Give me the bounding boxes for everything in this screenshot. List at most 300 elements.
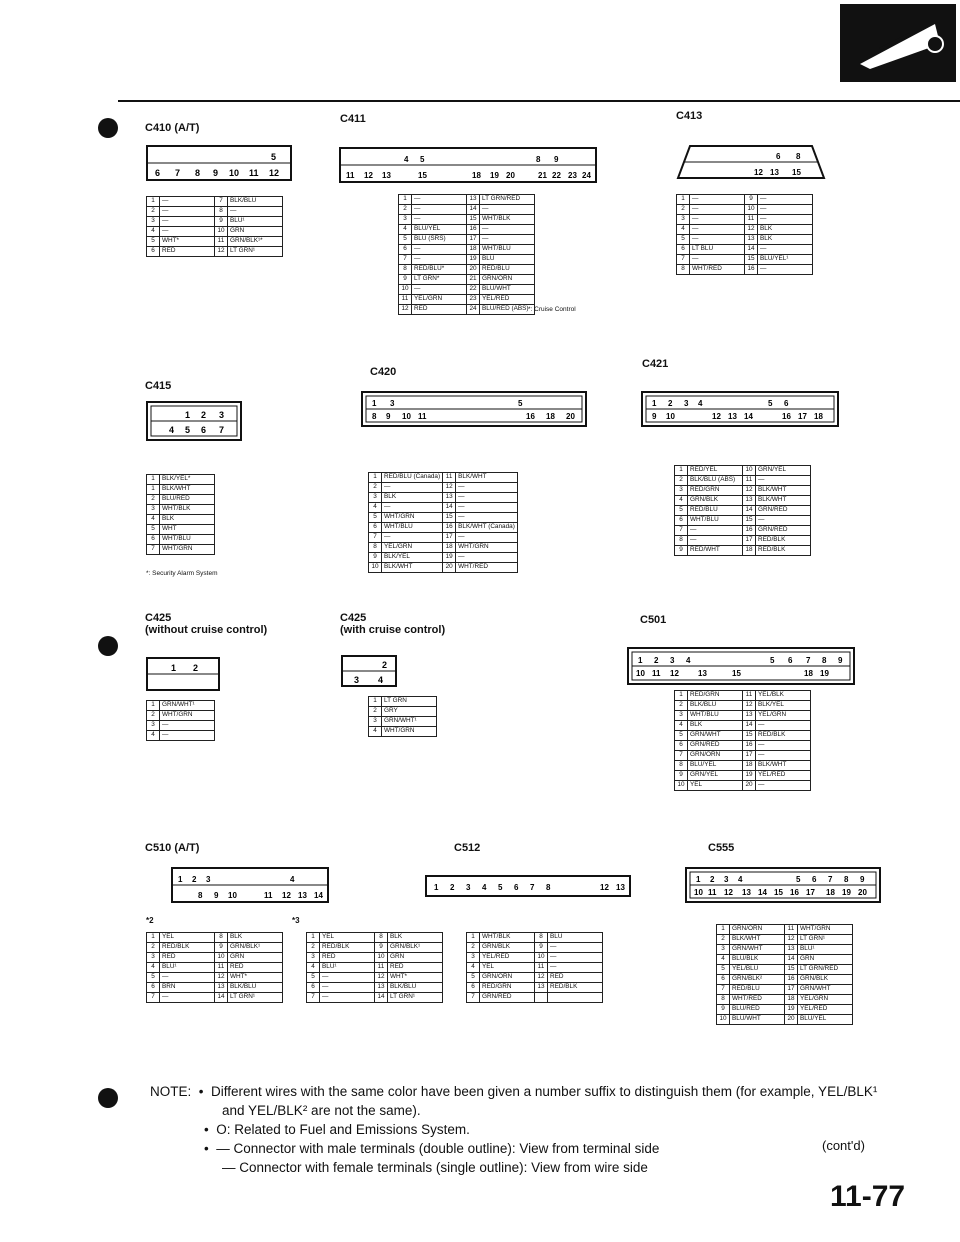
wire-color: RED/BLU — [688, 506, 743, 516]
pin-number: 6 — [147, 247, 160, 257]
svg-text:11: 11 — [418, 412, 427, 421]
pin-row — [677, 225, 813, 235]
connector-c421-pin-table — [674, 465, 811, 556]
pin-number: 7 — [147, 993, 160, 1003]
wire-color: — — [320, 983, 375, 993]
pin-number: 10 — [369, 563, 382, 573]
note-line-1: NOTE: • Different wires with the same color have been given a number suffix to distinguish them (for example, YEL/BLK¹ — [150, 1084, 878, 1099]
wire-color: — — [382, 533, 443, 543]
pin-row — [147, 495, 215, 505]
wire-color: BLK/BLU — [688, 701, 743, 711]
pin-row — [147, 197, 283, 207]
wire-color: GRN/BLK — [688, 496, 743, 506]
pin-row — [467, 973, 603, 983]
wire-color: BLU/YEL¹ — [758, 255, 813, 265]
pin-number: 12 — [443, 483, 456, 493]
connector-c410-title: C410 (A/T) — [145, 122, 200, 134]
svg-text:5: 5 — [271, 152, 277, 162]
pin-row — [147, 525, 215, 535]
pin-number: 14 — [215, 993, 228, 1003]
svg-text:5: 5 — [498, 883, 503, 892]
pin-number: 3 — [467, 953, 480, 963]
connector-c555-diagram — [684, 862, 884, 904]
svg-text:17: 17 — [806, 888, 815, 897]
pin-row — [369, 727, 437, 737]
svg-text:3: 3 — [670, 656, 675, 665]
pin-number: 2 — [675, 701, 688, 711]
svg-text:8: 8 — [796, 152, 801, 161]
svg-text:2: 2 — [201, 410, 207, 420]
pin-number: 1 — [467, 933, 480, 943]
pin-row — [675, 781, 811, 791]
pin-number: 18 — [443, 543, 456, 553]
wire-color — [548, 993, 603, 1003]
pin-row — [307, 983, 443, 993]
wire-color: WHT/GRN — [382, 513, 443, 523]
wire-color: WHT/GRN — [798, 925, 853, 935]
pin-number: 1 — [147, 701, 160, 711]
pin-number: 7 — [147, 545, 160, 555]
connector-c413-diagram — [676, 138, 826, 184]
svg-text:7: 7 — [828, 875, 833, 884]
pin-row — [399, 245, 535, 255]
pin-row — [147, 227, 283, 237]
svg-text:12: 12 — [282, 891, 291, 900]
pin-number: 5 — [369, 513, 382, 523]
connector-c415-pin-table — [146, 474, 215, 555]
wire-color: GRN/BLK¹ — [388, 943, 443, 953]
wire-color: WHT/GRN — [160, 711, 215, 721]
pin-number: 9 — [375, 943, 388, 953]
wire-color: BLU/WHT — [480, 285, 535, 295]
svg-text:16: 16 — [782, 412, 791, 421]
wire-color: BLU/YEL — [798, 1015, 853, 1025]
pin-row — [399, 195, 535, 205]
pin-row — [369, 707, 437, 717]
pin-row — [677, 245, 813, 255]
pin-number: 1 — [307, 933, 320, 943]
pin-number: 1 — [369, 697, 382, 707]
svg-text:2: 2 — [710, 875, 715, 884]
pin-number: 12 — [743, 486, 756, 496]
svg-text:7: 7 — [530, 883, 535, 892]
pin-number: 4 — [399, 225, 412, 235]
wire-color: BLU — [548, 933, 603, 943]
pin-number: 10 — [375, 953, 388, 963]
pin-row — [147, 247, 283, 257]
wire-color: YEL/RED — [480, 953, 535, 963]
wire-color: BLU — [480, 255, 535, 265]
wire-color: RED — [160, 953, 215, 963]
svg-text:11: 11 — [249, 168, 259, 178]
connector-c555-title: C555 — [708, 842, 735, 854]
wire-color: GRN/WHT — [730, 945, 785, 955]
pin-number: 6 — [147, 535, 160, 545]
wire-color: BLK/BLU — [228, 197, 283, 207]
wire-color: — — [756, 751, 811, 761]
wire-color: BLU/WHT — [730, 1015, 785, 1025]
pin-row — [399, 215, 535, 225]
wire-color: LT BLU — [690, 245, 745, 255]
pin-row — [307, 953, 443, 963]
wire-color: BLU/BLK — [730, 955, 785, 965]
wire-color: BLU¹ — [160, 963, 215, 973]
wire-color: BLK — [758, 235, 813, 245]
connector-c415-title: C415 — [145, 380, 172, 392]
pin-number: 14 — [375, 993, 388, 1003]
pin-number: 3 — [399, 215, 412, 225]
connector-c411-diagram — [338, 140, 600, 186]
pin-row — [369, 493, 518, 503]
wire-color: WHT/BLU — [480, 245, 535, 255]
pin-number: 4 — [369, 503, 382, 513]
pin-row — [717, 955, 853, 965]
pin-row — [675, 711, 811, 721]
svg-text:2: 2 — [193, 663, 199, 673]
svg-text:18: 18 — [546, 412, 555, 421]
svg-text:15: 15 — [774, 888, 783, 897]
pin-number: 2 — [677, 205, 690, 215]
pin-number: 5 — [675, 731, 688, 741]
svg-text:12: 12 — [600, 883, 609, 892]
svg-text:2: 2 — [450, 883, 455, 892]
connector-c410-pin-table — [146, 196, 283, 257]
svg-text:5: 5 — [768, 399, 773, 408]
svg-text:10: 10 — [636, 669, 645, 678]
svg-text:8: 8 — [536, 155, 541, 164]
wire-color: GRN/ORN — [480, 275, 535, 285]
wire-color: BLK/YEL — [382, 553, 443, 563]
svg-text:18: 18 — [814, 412, 823, 421]
pin-number: 21 — [467, 275, 480, 285]
svg-text:4: 4 — [290, 875, 295, 884]
pin-number: 9 — [535, 943, 548, 953]
wire-color: — — [412, 255, 467, 265]
wire-color: — — [758, 215, 813, 225]
pin-number: 2 — [147, 495, 160, 505]
wire-color: BLK/WHT — [160, 485, 215, 495]
wire-color: WHT* — [228, 973, 283, 983]
wire-color: — — [480, 205, 535, 215]
pin-number: 1 — [675, 691, 688, 701]
pin-row — [677, 255, 813, 265]
svg-text:22: 22 — [552, 171, 561, 180]
pin-number: 12 — [743, 701, 756, 711]
svg-text:1: 1 — [372, 399, 377, 408]
wire-color: — — [412, 285, 467, 295]
svg-text:20: 20 — [858, 888, 867, 897]
svg-text:13: 13 — [298, 891, 307, 900]
pin-number: 5 — [467, 973, 480, 983]
pin-row — [147, 515, 215, 525]
wire-color: GRN/ORN — [480, 973, 535, 983]
pin-number: 7 — [307, 993, 320, 1003]
pin-number: 2 — [717, 935, 730, 945]
pin-number: 24 — [467, 305, 480, 315]
pin-row — [147, 933, 283, 943]
pin-number: 8 — [717, 995, 730, 1005]
wire-color: GRN — [228, 953, 283, 963]
svg-text:5: 5 — [420, 155, 425, 164]
pin-number: 7 — [215, 197, 228, 207]
pin-row — [675, 771, 811, 781]
pin-number: 11 — [215, 963, 228, 973]
wire-color: — — [480, 225, 535, 235]
connector-c420-pin-table — [368, 472, 518, 573]
pin-number: 13 — [467, 195, 480, 205]
pin-number: 3 — [147, 217, 160, 227]
pin-number: 19 — [785, 1005, 798, 1015]
svg-text:16: 16 — [526, 412, 535, 421]
wire-color: — — [548, 953, 603, 963]
pin-number: 23 — [467, 295, 480, 305]
wire-color: WHT* — [388, 973, 443, 983]
pin-number: 6 — [307, 983, 320, 993]
pin-number: 2 — [307, 943, 320, 953]
connector-c512-diagram — [424, 866, 634, 900]
pin-row — [467, 943, 603, 953]
wire-color: BLU/YEL — [412, 225, 467, 235]
svg-text:9: 9 — [554, 155, 559, 164]
svg-text:4: 4 — [738, 875, 743, 884]
pin-number: 4 — [677, 225, 690, 235]
wire-color: GRN/BLK — [798, 975, 853, 985]
wire-color: BLK/WHT — [456, 473, 518, 483]
pin-row — [675, 761, 811, 771]
pin-number: 1 — [399, 195, 412, 205]
svg-text:19: 19 — [490, 171, 499, 180]
pin-row — [467, 953, 603, 963]
wire-color: GRN/WHT — [798, 985, 853, 995]
pin-number: 13 — [743, 711, 756, 721]
svg-text:11: 11 — [708, 888, 717, 897]
wire-color: RED — [228, 963, 283, 973]
svg-text:3: 3 — [684, 399, 689, 408]
wire-color: WHT — [160, 525, 215, 535]
wire-color: BLK — [160, 515, 215, 525]
pin-number: 1 — [147, 197, 160, 207]
svg-text:14: 14 — [758, 888, 767, 897]
pin-row — [369, 473, 518, 483]
svg-text:14: 14 — [744, 412, 753, 421]
pin-row — [369, 513, 518, 523]
wire-color: RED/GRN — [688, 691, 743, 701]
pin-number: 6 — [677, 245, 690, 255]
svg-text:9: 9 — [652, 412, 657, 421]
note-line-3: • — Connector with male terminals (double outline): View from terminal side — [204, 1141, 660, 1156]
svg-text:19: 19 — [842, 888, 851, 897]
connector-c510-title: C510 (A/T) — [145, 842, 200, 854]
svg-text:1: 1 — [178, 875, 183, 884]
pin-row — [675, 536, 811, 546]
pin-row — [147, 535, 215, 545]
pin-row — [147, 485, 215, 495]
pin-row — [147, 505, 215, 515]
wire-color: GRN — [228, 227, 283, 237]
pin-number: 3 — [147, 505, 160, 515]
pin-row — [369, 717, 437, 727]
c510-subtable-label-2: *2 — [146, 916, 154, 925]
pin-number: 8 — [677, 265, 690, 275]
margin-mark — [98, 1088, 118, 1108]
wire-color: WHT/GRN — [382, 727, 437, 737]
svg-text:18: 18 — [472, 171, 481, 180]
wire-color: RED — [160, 247, 215, 257]
pin-number: 15 — [443, 513, 456, 523]
wire-color: YEL/GRN — [756, 711, 811, 721]
svg-text:8: 8 — [195, 168, 201, 178]
pin-number: 18 — [467, 245, 480, 255]
wire-color: — — [758, 195, 813, 205]
wire-color: LT GRN — [382, 697, 437, 707]
pin-row — [399, 225, 535, 235]
wire-color: RED/BLU (Canada) — [382, 473, 443, 483]
c415-footnote: *: Security Alarm System — [146, 570, 218, 577]
margin-mark — [98, 118, 118, 138]
pin-row — [147, 545, 215, 555]
wire-color: — — [160, 207, 215, 217]
svg-text:4: 4 — [169, 425, 175, 435]
pin-number: 11 — [743, 476, 756, 486]
connector-c413-title: C413 — [676, 110, 703, 122]
pin-number: 10 — [745, 205, 758, 215]
pin-number: 11 — [399, 295, 412, 305]
pin-number: 12 — [785, 935, 798, 945]
svg-text:19: 19 — [820, 669, 829, 678]
wire-color: — — [412, 215, 467, 225]
wire-color: BLK — [688, 721, 743, 731]
pin-number: 5 — [147, 525, 160, 535]
wire-color: BLU/RED (ABS) — [480, 305, 535, 315]
wire-color: BLK/WHT — [730, 935, 785, 945]
wire-color: GRN/YEL — [688, 771, 743, 781]
connector-c415-diagram — [145, 396, 245, 444]
wire-color: BLU¹ — [228, 217, 283, 227]
connector-c413-pin-table — [676, 194, 813, 275]
svg-text:7: 7 — [219, 425, 225, 435]
wire-color: — — [690, 215, 745, 225]
wire-color: RED/YEL — [688, 466, 743, 476]
wire-color: — — [412, 195, 467, 205]
pin-number: 17 — [743, 751, 756, 761]
pin-number: 8 — [215, 207, 228, 217]
pin-number: 15 — [745, 255, 758, 265]
pin-row — [467, 983, 603, 993]
svg-text:6: 6 — [788, 656, 793, 665]
wire-color: — — [228, 207, 283, 217]
pin-number: 6 — [717, 975, 730, 985]
wire-color: RED/BLU — [730, 985, 785, 995]
pin-number: 2 — [675, 476, 688, 486]
pin-row — [717, 945, 853, 955]
pin-number: 19 — [743, 771, 756, 781]
svg-text:6: 6 — [155, 168, 161, 178]
pin-number: 4 — [147, 963, 160, 973]
svg-text:3: 3 — [390, 399, 395, 408]
pin-row — [369, 523, 518, 533]
pin-number: 9 — [675, 771, 688, 781]
note-text-1: Different wires with the same color have been given a number suffix to distinguish them (for example, YEL/BLK¹ — [211, 1084, 878, 1099]
svg-text:3: 3 — [206, 875, 211, 884]
wire-color: — — [160, 993, 215, 1003]
pin-number: 12 — [535, 973, 548, 983]
connector-c420-diagram — [360, 380, 590, 430]
margin-mark — [98, 636, 118, 656]
wire-color: — — [758, 205, 813, 215]
connector-c425a-diagram — [145, 648, 225, 694]
pin-number: 6 — [147, 983, 160, 993]
svg-text:7: 7 — [175, 168, 181, 178]
pin-row — [675, 721, 811, 731]
pin-number: 2 — [147, 711, 160, 721]
wire-color: RED/WHT — [688, 546, 743, 556]
pin-number: 2 — [147, 207, 160, 217]
pin-number: 3 — [307, 953, 320, 963]
wire-color: BLK/BLU — [388, 983, 443, 993]
wire-color: — — [412, 245, 467, 255]
wire-color: — — [688, 536, 743, 546]
wire-color: WHT/BLU — [160, 535, 215, 545]
pin-row — [147, 943, 283, 953]
wire-color: RED/GRN — [688, 486, 743, 496]
wire-color: BLK/WHT — [382, 563, 443, 573]
pin-number: 5 — [307, 973, 320, 983]
pin-number: 9 — [717, 1005, 730, 1015]
pin-row — [717, 935, 853, 945]
pin-row — [399, 285, 535, 295]
wire-color: GRN/WHT¹ — [160, 701, 215, 711]
pin-number: 3 — [675, 711, 688, 721]
svg-text:2: 2 — [668, 399, 673, 408]
pin-number: 1 — [147, 485, 160, 495]
pin-row — [399, 235, 535, 245]
pin-number: 10 — [535, 953, 548, 963]
note-label: NOTE: — [150, 1084, 192, 1099]
pin-row — [675, 546, 811, 556]
pin-number: 3 — [147, 721, 160, 731]
svg-text:10: 10 — [229, 168, 240, 178]
pin-number: 15 — [467, 215, 480, 225]
svg-text:6: 6 — [201, 425, 207, 435]
pin-row — [717, 995, 853, 1005]
pin-number: 2 — [399, 205, 412, 215]
pin-number: 13 — [785, 945, 798, 955]
pin-number: 1 — [369, 473, 382, 483]
pin-row — [147, 731, 215, 741]
pin-number: 7 — [717, 985, 730, 995]
pin-number: 12 — [375, 973, 388, 983]
pin-row — [307, 943, 443, 953]
pin-number: 9 — [215, 943, 228, 953]
pin-row — [675, 486, 811, 496]
svg-text:1: 1 — [171, 663, 177, 673]
wire-color: WHT/BLU — [688, 711, 743, 721]
note-line-4: — Connector with female terminals (single outline): View from wire side — [222, 1160, 648, 1175]
connector-c420-title: C420 — [370, 366, 397, 378]
pin-row — [147, 217, 283, 227]
wire-color: — — [160, 197, 215, 207]
pin-number: 5 — [399, 235, 412, 245]
wire-color: — — [160, 227, 215, 237]
svg-text:13: 13 — [616, 883, 625, 892]
pin-row — [677, 265, 813, 275]
svg-text:1: 1 — [652, 399, 657, 408]
svg-text:3: 3 — [466, 883, 471, 892]
wire-color: YEL/GRN — [382, 543, 443, 553]
pin-number: 16 — [785, 975, 798, 985]
pin-number: 14 — [785, 955, 798, 965]
note-line-1b: and YEL/BLK² are not the same). — [222, 1103, 421, 1118]
